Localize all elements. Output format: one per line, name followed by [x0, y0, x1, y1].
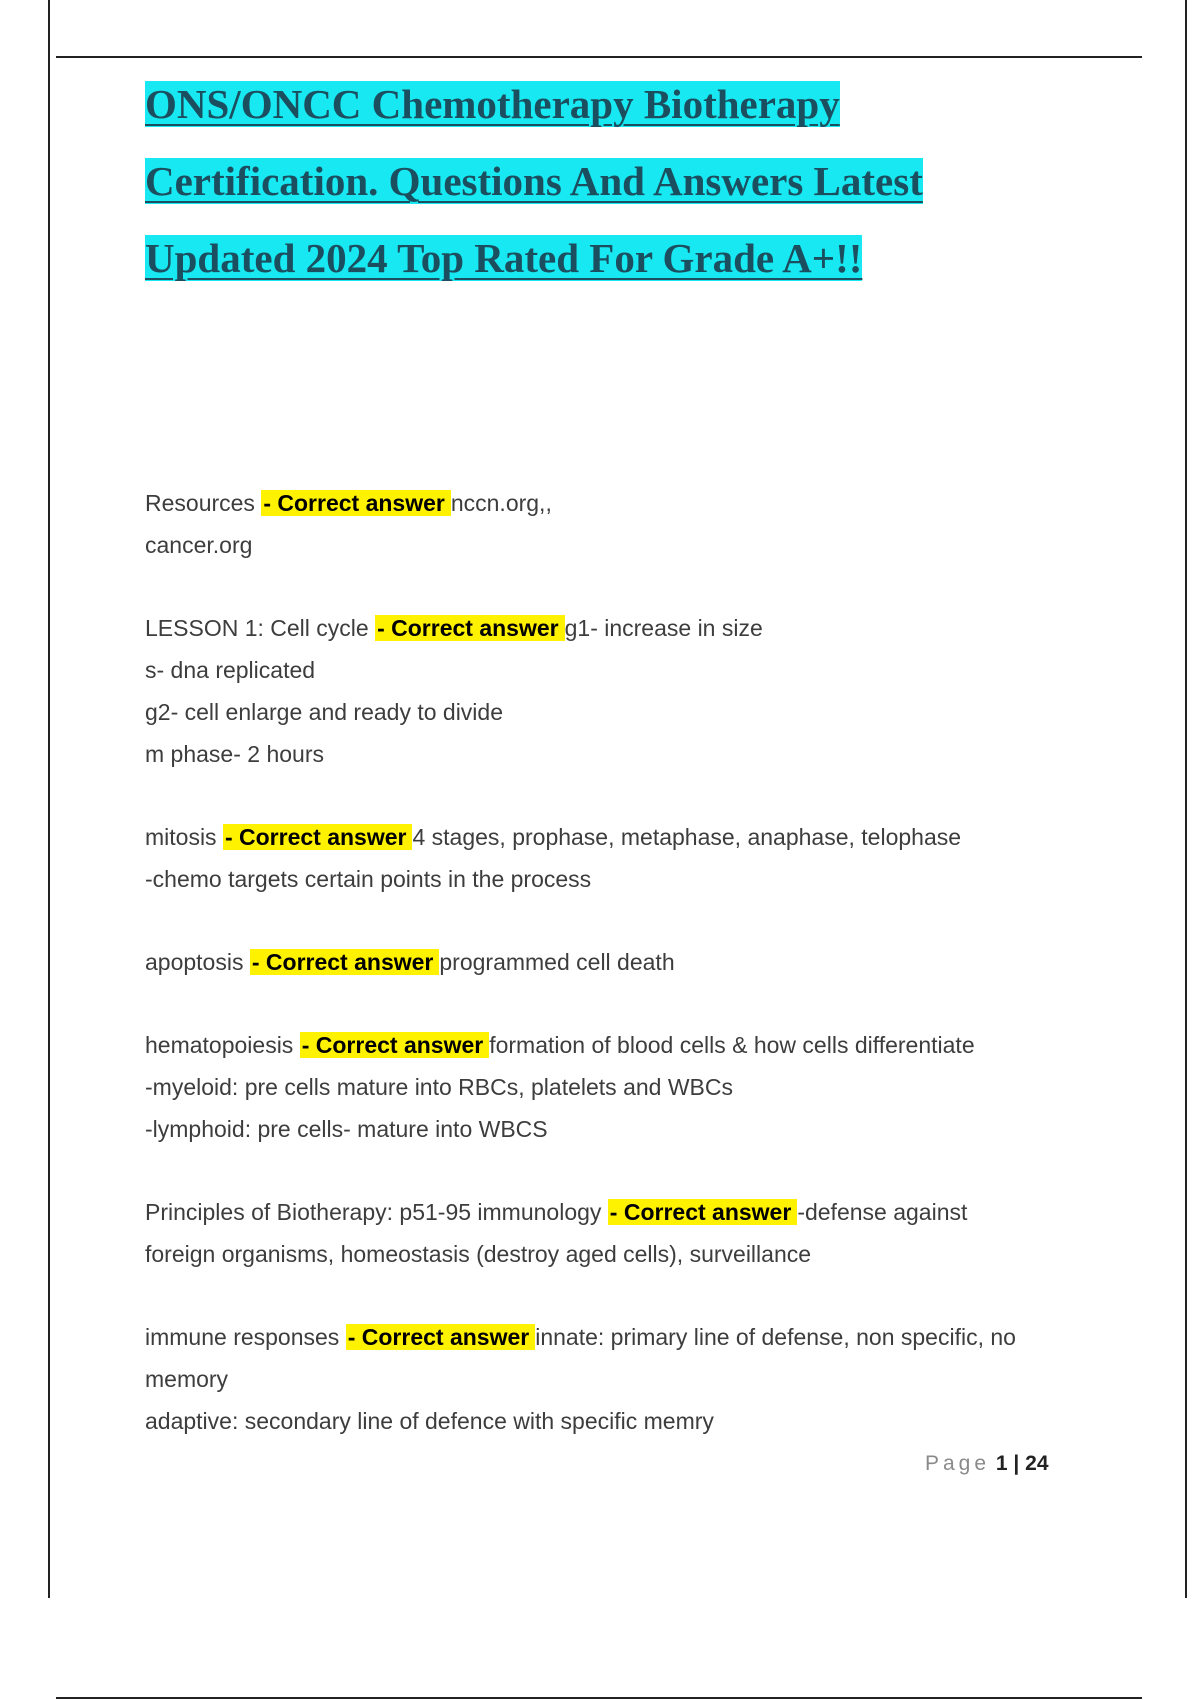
question-text: Principles of Biotherapy: p51-95 immunology — [145, 1199, 602, 1225]
page-word: Page — [925, 1452, 991, 1475]
question-text: immune responses — [145, 1324, 340, 1350]
answer-text: 4 stages, prophase, metaphase, anaphase, telophase — [412, 824, 962, 850]
qa-entry-apoptosis — [145, 941, 1095, 983]
answer-label: - Correct answer — [223, 824, 413, 850]
answer-label: - Correct answer — [375, 615, 565, 641]
answer-line: memory — [145, 1366, 229, 1392]
answer-label: - Correct answer — [261, 490, 451, 516]
answer-label: - Correct answer — [608, 1199, 798, 1225]
answer-text: -defense against — [797, 1199, 968, 1225]
page-footer — [925, 1452, 1049, 1476]
answer-text: innate: primary line of defense, non specific, no — [535, 1324, 1016, 1350]
qa-list — [145, 482, 1095, 1483]
qa-entry-hematopoiesis — [145, 1024, 1095, 1150]
title-line-1: ONS/ONCC Chemotherapy Biotherapy — [145, 81, 840, 127]
qa-entry-biotherapy — [145, 1191, 1095, 1275]
answer-text: nccn.org,, — [450, 490, 552, 516]
title-line-3: Updated 2024 Top Rated For Grade A+!! — [145, 235, 863, 281]
page-current: 1 — [995, 1452, 1008, 1475]
answer-line: cancer.org — [145, 532, 253, 558]
qa-entry-resources — [145, 482, 1095, 566]
answer-line: -lymphoid: pre cells- mature into WBCS — [145, 1116, 548, 1142]
answer-text: g1- increase in size — [564, 615, 763, 641]
answer-line: m phase- 2 hours — [145, 741, 324, 767]
answer-label: - Correct answer — [250, 949, 440, 975]
answer-label: - Correct answer — [300, 1032, 490, 1058]
page-border-left — [48, 0, 50, 1598]
qa-entry-mitosis — [145, 816, 1095, 900]
question-text: Resources — [145, 490, 255, 516]
answer-line: s- dna replicated — [145, 657, 316, 683]
qa-entry-immune-responses — [145, 1316, 1095, 1442]
page-border-right — [1185, 0, 1187, 1598]
answer-text: programmed cell death — [439, 949, 675, 975]
title-line-2: Certification. Questions And Answers Latest — [145, 158, 923, 204]
bottom-rule — [56, 1697, 1142, 1699]
answer-text: formation of blood cells & how cells differentiate — [489, 1032, 975, 1058]
answer-label: - Correct answer — [346, 1324, 536, 1350]
qa-entry-cell-cycle — [145, 607, 1095, 775]
page-separator: | — [1013, 1452, 1020, 1475]
page-total: 24 — [1025, 1452, 1049, 1475]
question-text: hematopoiesis — [145, 1032, 294, 1058]
answer-line: -myeloid: pre cells mature into RBCs, platelets and WBCs — [145, 1074, 733, 1100]
question-text: LESSON 1: Cell cycle — [145, 615, 369, 641]
answer-line: -chemo targets certain points in the process — [145, 866, 592, 892]
answer-line: foreign organisms, homeostasis (destroy aged cells), surveillance — [145, 1241, 812, 1267]
answer-line: g2- cell enlarge and ready to divide — [145, 699, 504, 725]
top-rule — [56, 56, 1142, 58]
question-text: apoptosis — [145, 949, 244, 975]
question-text: mitosis — [145, 824, 217, 850]
document-title — [145, 66, 1105, 297]
answer-line: adaptive: secondary line of defence with specific memry — [145, 1408, 714, 1434]
